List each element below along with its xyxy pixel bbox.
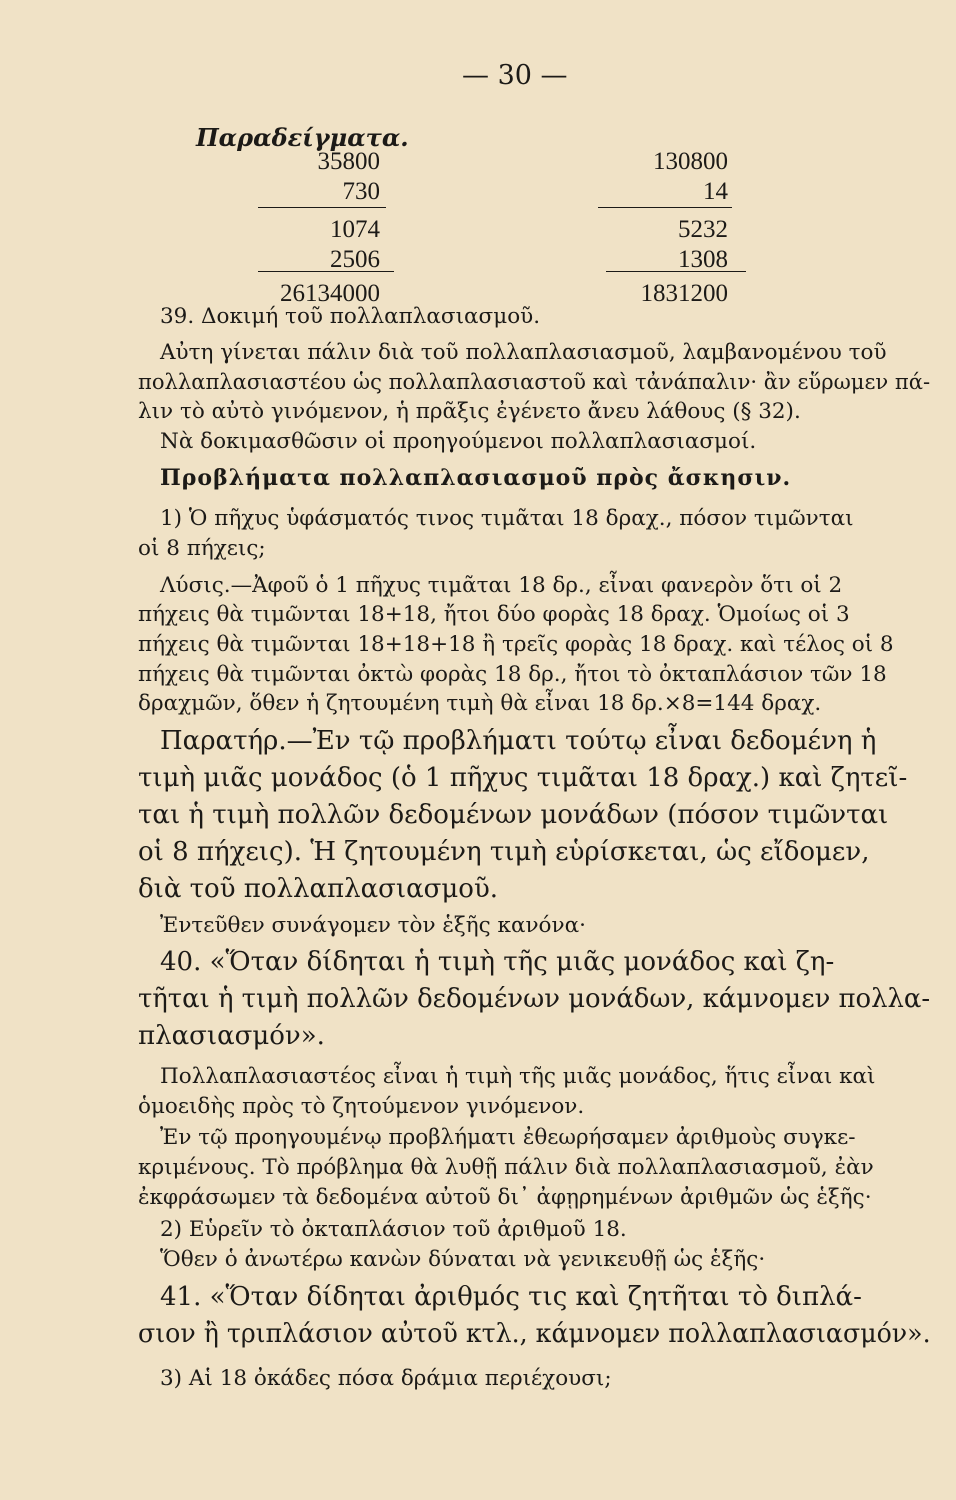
body-line: κριμένους. Τὸ πρόβλημα θὰ λυθῇ πάλιν διὰ πολλαπλασιασμοῦ, ἐὰν — [138, 1155, 874, 1180]
rule-41: σιον ἢ τριπλάσιον αὐτοῦ κτλ., κάμνομεν πολλαπλασιασμόν». — [138, 1319, 931, 1349]
remark-line: ται ἡ τιμὴ πολλῶν δεδομένων μονάδων (πόσον τιμῶνται — [138, 800, 889, 830]
example-a-partial-2: 2506 — [330, 246, 380, 273]
rule-40: πλασιασμόν». — [138, 1021, 325, 1051]
body-line: Νὰ δοκιμασθῶσιν οἱ προηγούμενοι πολλαπλασιασμοί. — [160, 429, 757, 454]
example-b-multiplicand: 130800 — [653, 148, 728, 175]
example-a-rule-2 — [258, 271, 394, 272]
body-line: λιν τὸ αὐτὸ γινόμενον, ἡ πρᾶξις ἐγένετο ἄνευ λάθους (§ 32). — [138, 399, 801, 424]
remark-line: τιμὴ μιᾶς μονάδος (ὁ 1 πῆχυς τιμᾶται 18 δραχ.) καὶ ζητεῖ- — [138, 763, 908, 793]
body-line: ὁμοειδὴς πρὸς τὸ ζητούμενον γινόμενον. — [138, 1094, 585, 1119]
multiplication-example-b — [560, 147, 728, 309]
example-b-rule-1 — [598, 207, 732, 208]
problem-3: 3) Αἱ 18 ὀκάδες πόσα δράμια περιέχουσι; — [160, 1366, 612, 1391]
example-b-rule-2 — [606, 271, 746, 272]
body-line: Ἐν τῷ προηγουμένῳ προβλήματι ἐθεωρήσαμεν ἀριθμοὺς συγκε- — [160, 1125, 856, 1150]
example-a-product: 26134000 — [280, 280, 380, 307]
body-line: ἐκφράσωμεν τὰ δεδομένα αὐτοῦ δι᾽ ἀφῃρημένων ἀριθμῶν ὡς ἑξῆς· — [138, 1185, 872, 1210]
body-line: Πολλαπλασιαστέος εἶναι ἡ τιμὴ τῆς μιᾶς μονάδος, ἥτις εἶναι καὶ — [160, 1064, 876, 1089]
multiplication-example-a — [180, 147, 380, 309]
problems-heading: Προβλήματα πολλαπλασιασμοῦ πρὸς ἄσκησιν. — [160, 465, 792, 491]
example-b-partial-1: 5232 — [678, 216, 728, 243]
rule-40: 40. «Ὅταν δίδηται ἡ τιμὴ τῆς μιᾶς μονάδος καὶ ζη- — [160, 947, 835, 977]
body-line: πήχεις θὰ τιμῶνται 18+18+18 ἢ τρεῖς φορὰς 18 δραχ. καὶ τέλος οἱ 8 — [138, 632, 894, 657]
remark-line: οἱ 8 πήχεις). Ἡ ζητουμένη τιμὴ εὑρίσκεται, ὡς εἴδομεν, — [138, 837, 870, 867]
example-a-partial-1: 1074 — [330, 216, 380, 243]
problem-2: 2) Εὑρεῖν τὸ ὀκταπλάσιον τοῦ ἀριθμοῦ 18. — [160, 1217, 627, 1242]
examples-title: Παραδείγματα. — [196, 123, 409, 152]
body-line: Ὅθεν ὁ ἀνωτέρω κανὼν δύναται νὰ γενικευθῇ ὡς ἑξῆς· — [160, 1247, 766, 1272]
remark-line: Παρατήρ.—Ἐν τῷ προβλήματι τούτῳ εἶναι δεδομένη ἡ — [160, 726, 877, 756]
solution-line: Λύσις.—Ἀφοῦ ὁ 1 πῆχυς τιμᾶται 18 δρ., εἶναι φανερὸν ὅτι οἱ 2 — [160, 573, 843, 598]
body-line: πολλαπλασιαστέου ὡς πολλαπλασιαστοῦ καὶ τἀνάπαλιν· ἂν εὕρωμεν πά- — [138, 370, 931, 395]
example-b-partial-2: 1308 — [678, 246, 728, 273]
rule-41: 41. «Ὅταν δίδηται ἀριθμός τις καὶ ζητῆται τὸ διπλά- — [160, 1282, 862, 1312]
section-39-heading: 39. Δοκιμή τοῦ πολλαπλασιασμοῦ. — [160, 304, 541, 329]
body-line: οἱ 8 πήχεις; — [138, 536, 266, 561]
problem-1: 1) Ὁ πῆχυς ὑφάσματός τινος τιμᾶται 18 δραχ., πόσον τιμῶνται — [160, 506, 854, 531]
body-line: πήχεις θὰ τιμῶνται 18+18, ἤτοι δύο φορὰς 18 δραχ. Ὁμοίως οἱ 3 — [138, 602, 850, 627]
body-line: δραχμῶν, ὅθεν ἡ ζητουμένη τιμὴ θὰ εἶναι 18 δρ.×8=144 δραχ. — [138, 691, 822, 716]
page-number: — 30 — — [462, 60, 568, 91]
example-b-product: 1831200 — [640, 280, 728, 307]
example-a-rule-1 — [258, 207, 386, 208]
example-a-multiplicand: 35800 — [317, 148, 380, 175]
body-line: πήχεις θὰ τιμῶνται ὀκτὼ φορὰς 18 δρ., ἤτοι τὸ ὀκταπλάσιον τῶν 18 — [138, 662, 887, 687]
example-a-multiplier: 730 — [342, 178, 380, 205]
remark-line: διὰ τοῦ πολλαπλασιασμοῦ. — [138, 874, 499, 904]
body-line: Αὐτη γίνεται πάλιν διὰ τοῦ πολλαπλασιασμοῦ, λαμβανομένου τοῦ — [160, 340, 887, 365]
body-line: Ἐντεῦθεν συνάγομεν τὸν ἑξῆς κανόνα· — [160, 913, 586, 938]
rule-40: τῆται ἡ τιμὴ πολλῶν δεδομένων μονάδων, κάμνομεν πολλα- — [138, 984, 931, 1014]
example-b-multiplier: 14 — [703, 178, 728, 205]
